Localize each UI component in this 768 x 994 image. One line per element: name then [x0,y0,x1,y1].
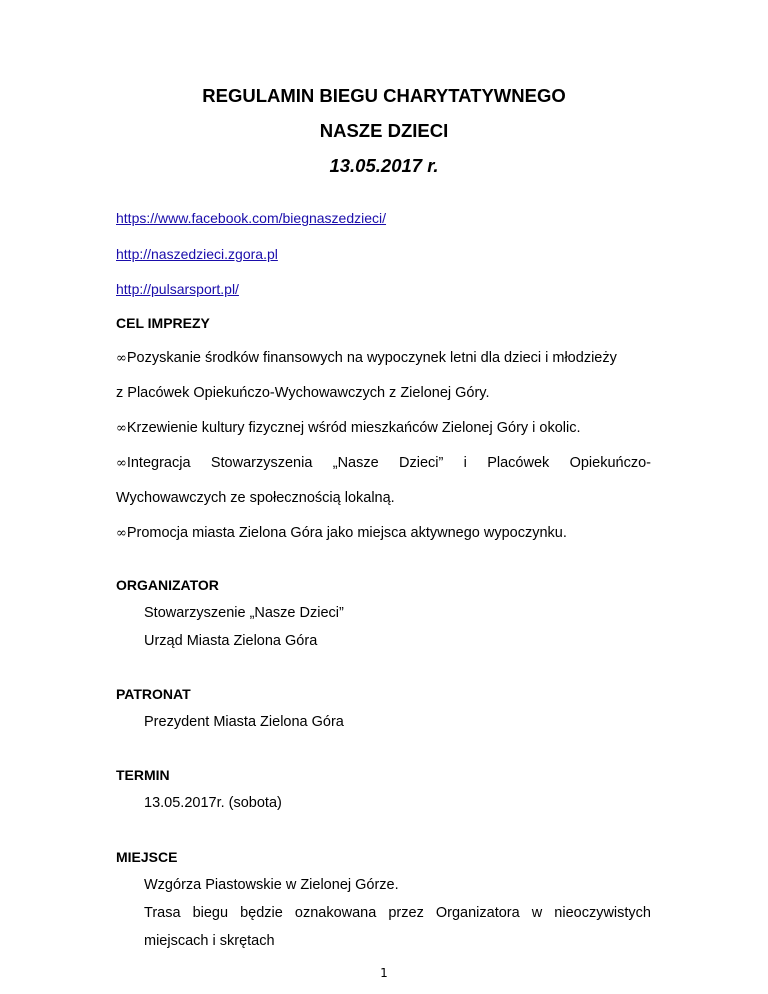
goal-item-3-word: Placówek [487,455,550,471]
title-line-1: REGULAMIN BIEGU CHARYTATYWNEGO [202,85,566,106]
infinity-bullet-icon: ∞ [116,456,127,471]
organizer-line-1: Stowarzyszenie „Nasze Dzieci” [144,605,344,621]
goal-item-4 [116,525,567,541]
place-line-2-word: będzie [240,905,283,921]
infinity-bullet-icon: ∞ [116,351,127,366]
place-line-2-word: oznakowana [294,905,377,921]
page-number: 1 [380,966,388,980]
goal-item-3-word: ∞Integracja [116,455,191,471]
goal-item-3-word: Dzieci” [399,455,444,471]
place-line-2-word: Organizatora [435,905,520,921]
goal-item-1 [116,350,617,366]
place-line-2-word: Trasa [144,905,181,921]
organizer-heading: ORGANIZATOR [116,577,219,593]
goal-item-3-word: i [463,455,467,471]
goal-item-3-continued: Wychowawczych ze społecznością lokalną. [116,490,395,506]
place-line-2 [144,905,651,921]
patronage-line-1: Prezydent Miasta Zielona Góra [144,714,344,730]
place-line-3: miejscach i skrętach [144,933,275,949]
term-heading: TERMIN [116,767,170,783]
place-line-2-word: nieoczywistych [554,905,651,921]
goal-item-3 [116,455,651,471]
goal-item-2 [116,420,581,436]
term-line-1: 13.05.2017r. (sobota) [144,795,282,811]
organizer-line-2: Urząd Miasta Zielona Góra [144,633,318,649]
place-line-2-word: biegu [192,905,229,921]
goals-heading: CEL IMPREZY [116,315,210,331]
goal-item-3-word: Stowarzyszenia [210,455,313,471]
goal-item-3-word: „Nasze [332,455,379,471]
title-line-2: NASZE DZIECI [319,120,449,141]
goal-item-4-text: Promocja miasta Zielona Góra jako miejsca aktywnego wypoczynku. [126,525,567,541]
place-line-2-word: w [531,905,543,921]
goal-item-1-continued: z Placówek Opiekuńczo-Wychowawczych z Zielonej Góry. [116,385,490,401]
naszedzieci-link[interactable]: http://naszedzieci.zgora.pl [116,246,278,262]
place-line-2-word: przez [388,905,424,921]
patronage-heading: PATRONAT [116,686,191,702]
pulsarsport-link[interactable]: http://pulsarsport.pl/ [116,281,239,297]
facebook-link[interactable]: https://www.facebook.com/biegnaszedzieci/ [116,210,387,226]
goal-item-2-text: Krzewienie kultury fizycznej wśród mieszkańców Zielonej Góry i okolic. [126,420,581,436]
event-date: 13.05.2017 r. [329,155,439,176]
infinity-bullet-icon: ∞ [116,421,127,436]
place-line-1: Wzgórza Piastowskie w Zielonej Górze. [144,877,399,893]
place-heading: MIEJSCE [116,849,178,865]
goal-item-1-text: Pozyskanie środków finansowych na wypoczynek letni dla dzieci i młodzieży [126,350,617,366]
infinity-bullet-icon: ∞ [116,526,127,541]
goal-item-3-word: Opiekuńczo- [569,455,651,471]
